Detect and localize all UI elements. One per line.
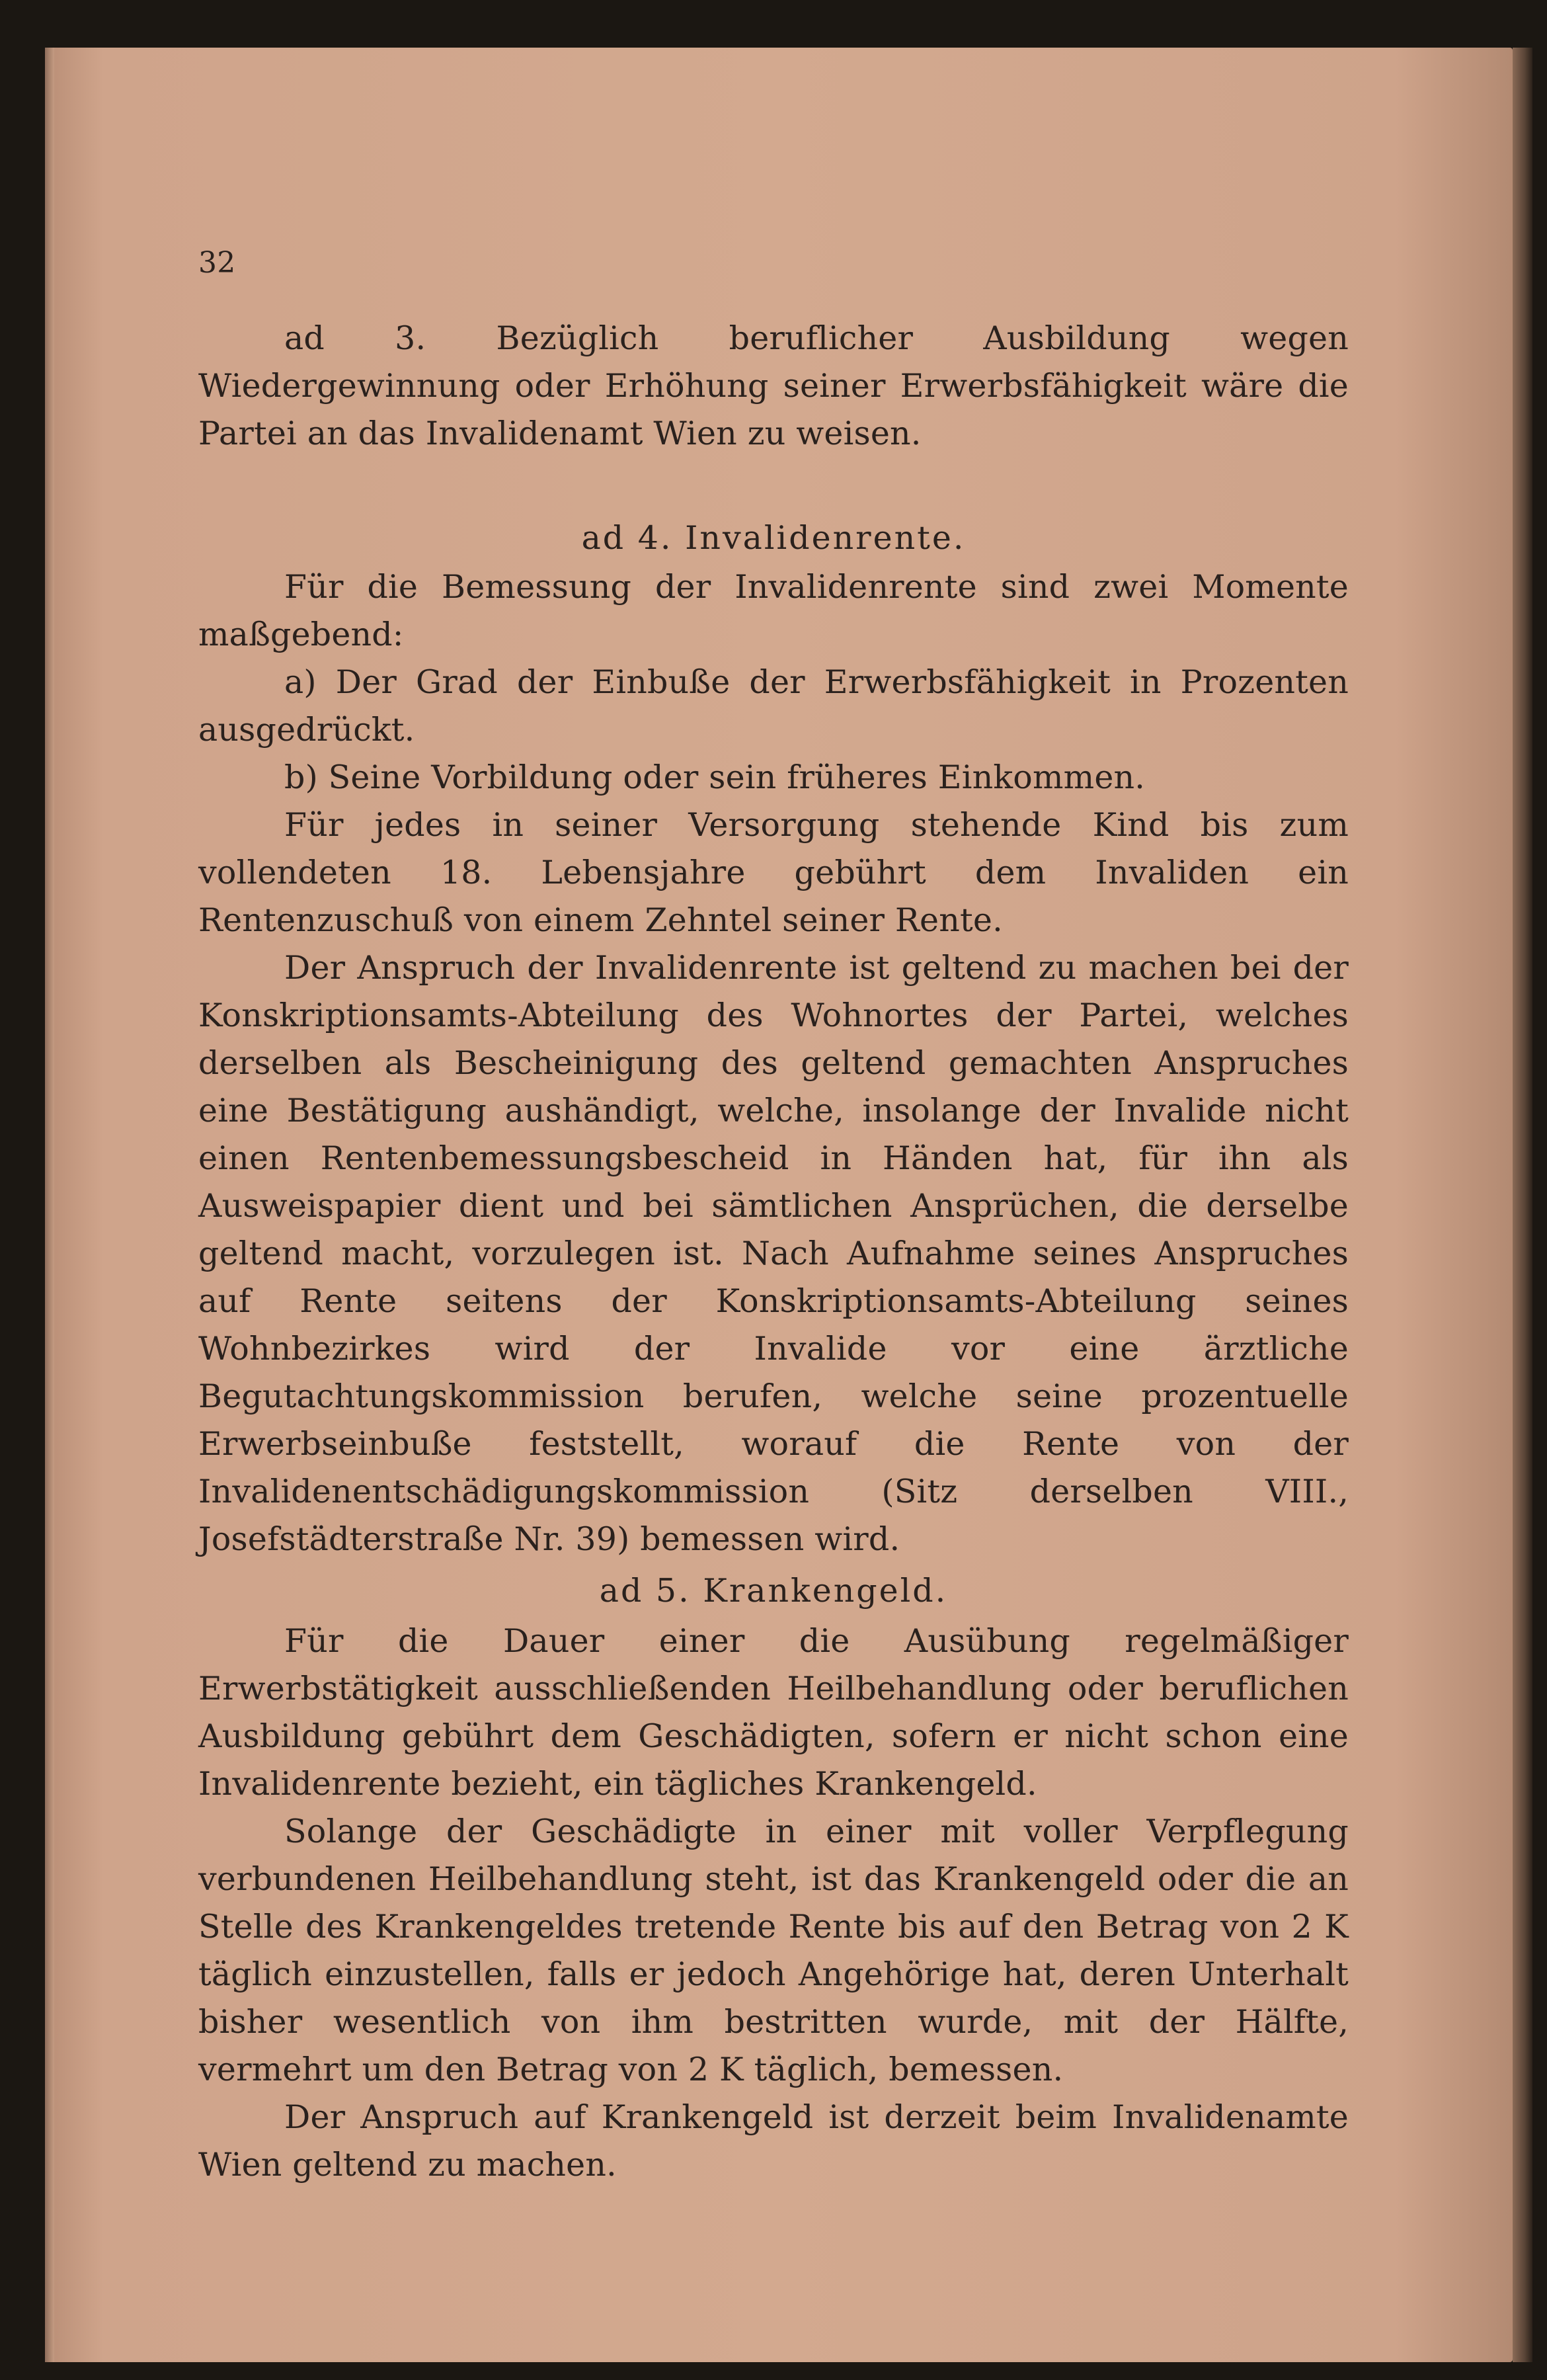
section-5-paragraph: Für die Dauer einer die Ausübung regelmäßiger Erwerbstätigkeit ausschließenden Heilbehandlung oder beruflichen Ausbildung gebührt dem Geschädigten, sofern er nicht schon eine Invalidenrente bezieht, ein tägliches Krankengeld. <box>198 1622 1349 1803</box>
section-5-paragraph: Solange der Geschädigte in einer mit voller Verpflegung verbundenen Heilbehandlung steht, ist das Krankengeld oder die an Stelle des Krankengeldes tretende Rente bis auf den Betrag von 2 K täglich einzustellen, falls er jedoch Angehörige hat, deren Unterhalt bisher wesentlich von ihm bestritten wurde, mit der Hälfte, vermehrt um den Betrag von 2 K täglich, bemessen. <box>198 1813 1349 2088</box>
section-4-heading: ad 4. Invalidenrente. <box>581 519 966 557</box>
section-4-heading-wrap <box>198 514 1349 562</box>
page-edge <box>1513 48 1532 2362</box>
section-5 <box>198 1618 1349 2189</box>
section-5-heading: ad 5. Krankengeld. <box>599 1572 948 1610</box>
section-5-paragraph: Der Anspruch auf Krankengeld ist derzeit beim Invalidenamte Wien geltend zu machen. <box>198 2098 1349 2184</box>
section-4-paragraph: Für die Bemessung der Invalidenrente sind zwei Momente maßgebend: <box>198 568 1349 653</box>
page-gutter-shadow <box>45 48 54 2362</box>
section-3-paragraph: ad 3. Bezüglich beruflicher Ausbildung wegen Wiedergewinnung oder Erhöhung seiner Erwerbsfähigkeit wäre die Partei an das Invalidenamt Wien zu weisen. <box>198 319 1349 452</box>
section-4 <box>198 563 1349 1563</box>
section-4-paragraph: Der Anspruch der Invalidenrente ist geltend zu machen bei der Konskriptionsamts-Abteilung des Wohnortes der Partei, welches derselben als Bescheinigung des geltend gemachten Anspruches eine Bestätigung aushändigt, welche, insolange der Invalide nicht einen Rentenbemessungsbescheid in Händen hat, für ihn als Ausweispapier dient und bei sämtlichen Ansprüchen, die derselbe geltend macht, vorzulegen ist. Nach Aufnahme seines Anspruches auf Rente seitens der Konskriptionsamts-Abteilung seines Wohnbezirkes wird der Invalide vor eine ärztliche Begutachtungskommission berufen, welche seine prozentuelle Erwerbseinbuße feststellt, worauf die Rente von der Invalidenentschädigungskommission (Sitz derselben VIII., Josefstädterstraße Nr. 39) bemessen wird. <box>198 949 1349 1558</box>
section-5-heading-wrap <box>198 1567 1349 1615</box>
section-4-paragraph: b) Seine Vorbildung oder sein früheres Einkommen. <box>284 759 1146 796</box>
section-4-paragraph: Für jedes in seiner Versorgung stehende Kind bis zum vollendeten 18. Lebensjahre gebührt dem Invaliden ein Rentenzuschuß von einem Zehntel seiner Rente. <box>198 806 1349 939</box>
page-number: 32 <box>198 246 236 280</box>
section-3 <box>198 315 1349 458</box>
section-4-paragraph: a) Der Grad der Einbuße der Erwerbsfähigkeit in Prozenten ausgedrückt. <box>198 663 1349 749</box>
